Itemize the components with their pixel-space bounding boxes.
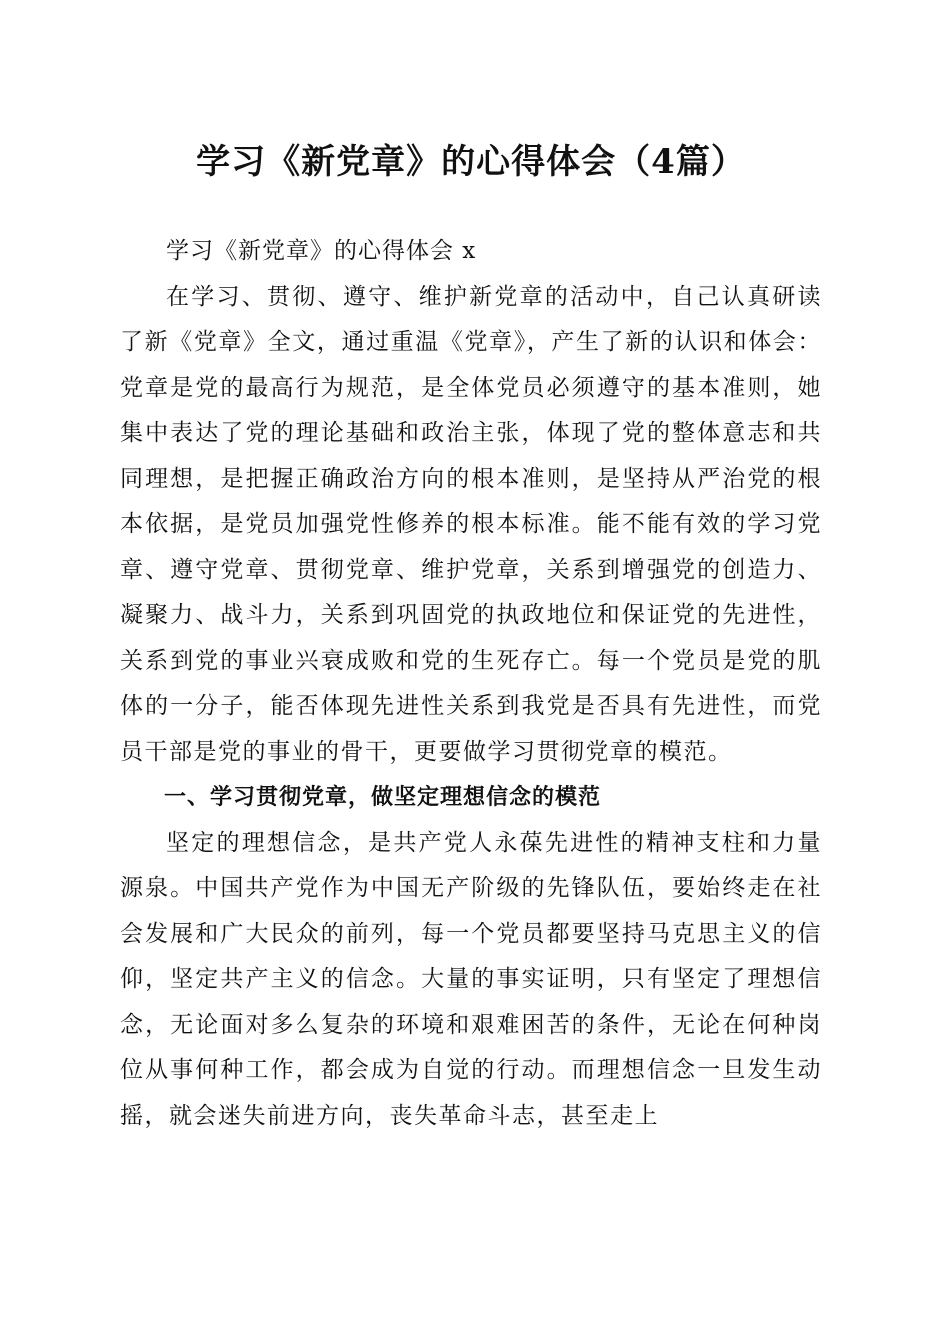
section-subtitle: 学习《新党章》的心得体会 x xyxy=(166,238,477,264)
document-title: 学习《新党章》的心得体会（4篇） xyxy=(196,142,746,182)
paragraph-ideals: 坚定的理想信念，是共产党人永葆先进性的精神支柱和力量源泉。中国共产党作为中国无产阶级的先锋队伍，要始终走在社会发展和广大民众的前列，每一个党员都要坚持马克思主义的信仰，坚定共产主义的信念。大量的事实证明，只有坚定了理想信念，无论面对多么复杂的环境和艰难困苦的条件，无论在何种岗位从事何种工作，都会成为自觉的行动。而理想信念一旦发生动摇，就会迷失前进方向，丧失革命斗志，甚至走上 xyxy=(120,829,822,1129)
paragraph-intro: 在学习、贯彻、遵守、维护新党章的活动中，自己认真研读了新《党章》全文，通过重温《党章》，产生了新的认识和体会：党章是党的最高行为规范，是全体党员必须遵守的基本准则，她集中表达了党的理论基础和政治主张，体现了党的整体意志和共同理想，是把握正确政治方向的根本准则，是坚持从严治党的根本依据，是党员加强党性修养的根本标准。能不能有效的学习党章、遵守党章、贯彻党章、维护党章，关系到增强党的创造力、凝聚力、战斗力，关系到巩固党的执政地位和保证党的先进性，关系到党的事业兴衰成败和党的生死存亡。每一个党员是党的肌体的一分子，能否体现先进性关系到我党是否具有先进性，而党员干部是党的事业的骨干，更要做学习贯彻党章的模范。 xyxy=(120,283,822,765)
section-heading-1: 一、学习贯彻党章，做坚定理想信念的模范 xyxy=(164,785,602,810)
document-body xyxy=(120,229,822,1139)
